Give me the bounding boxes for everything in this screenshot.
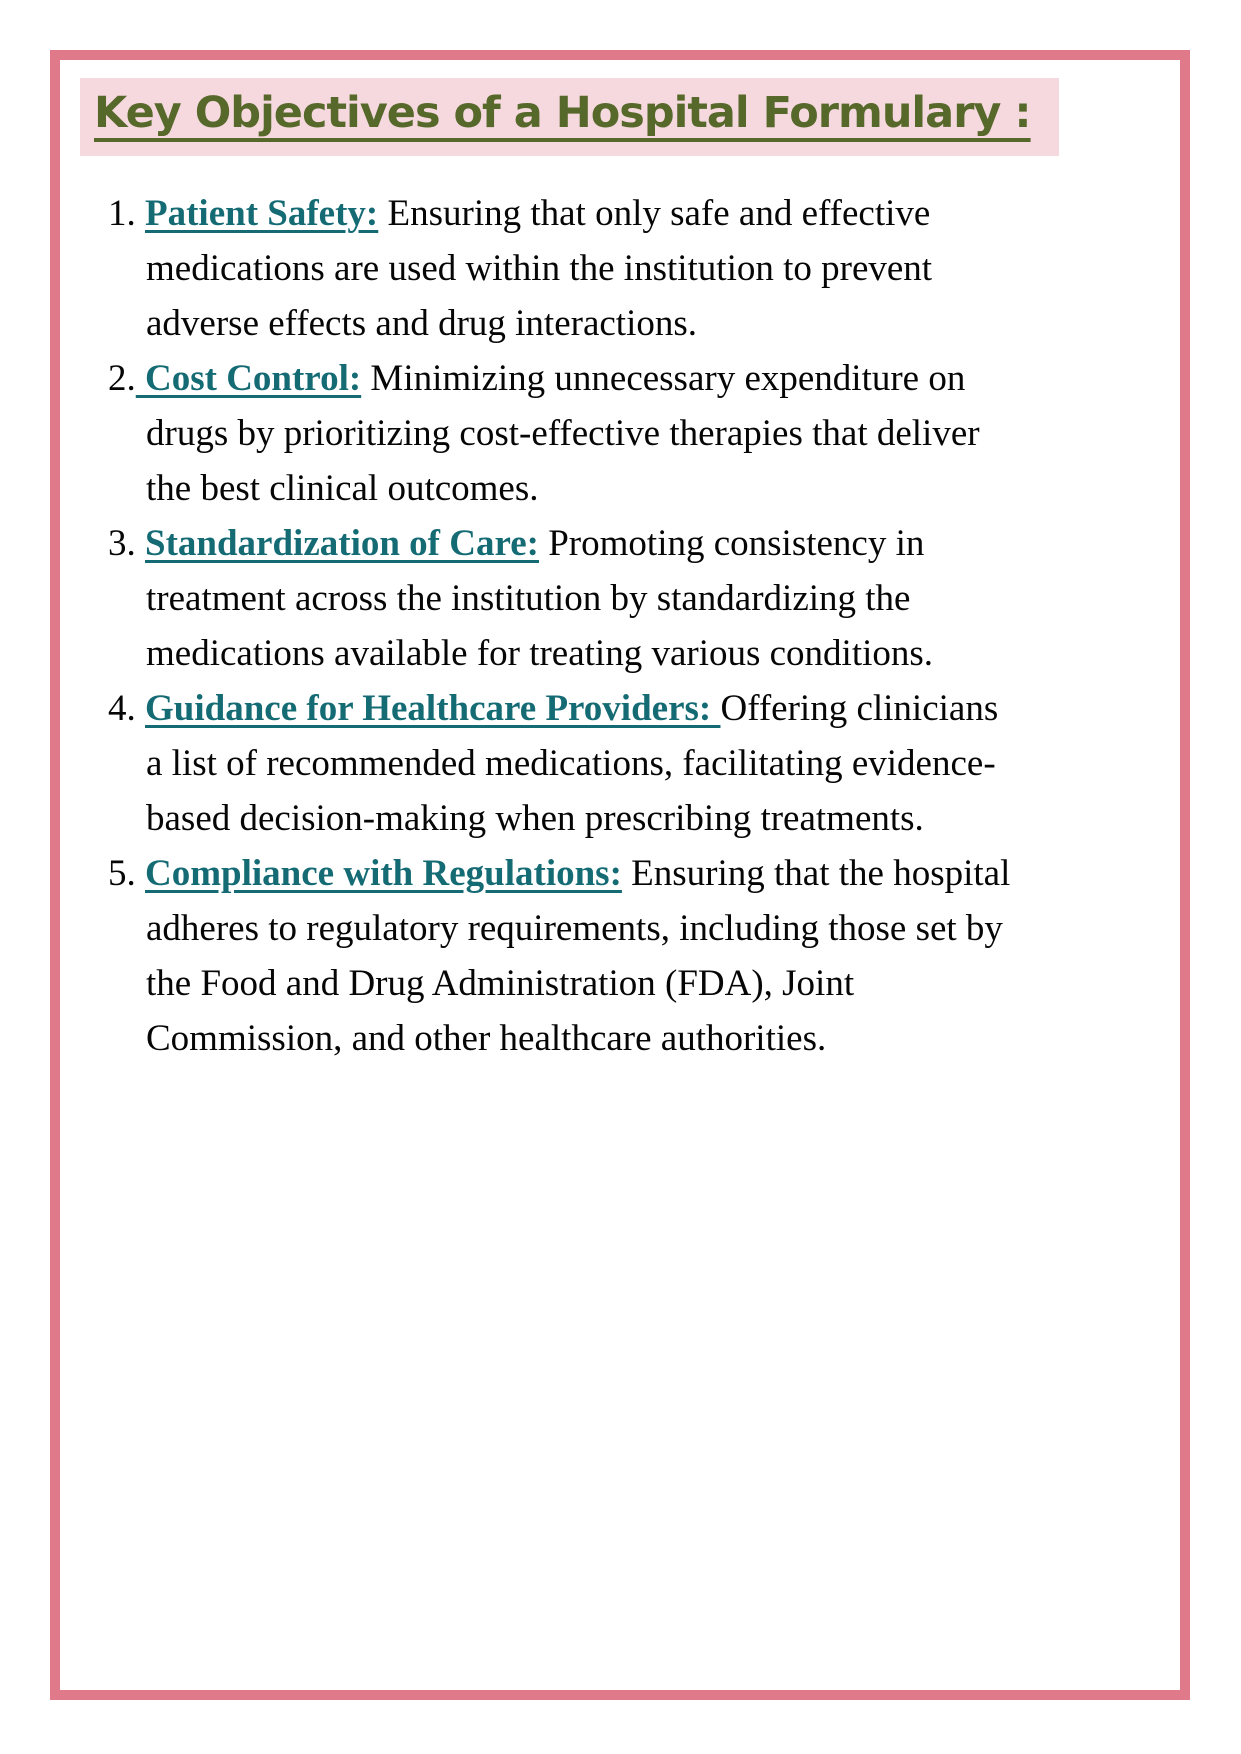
objective-body: Minimizing unnecessary expenditure on drugs by prioritizing cost-effective therapies that deliver the best clinical outcomes. <box>146 358 980 509</box>
objective-heading: Guidance for Healthcare Providers: <box>145 688 721 729</box>
objective-heading: Patient Safety: <box>145 193 379 234</box>
objective-item <box>108 681 1023 846</box>
objective-number: 5. <box>108 853 145 894</box>
page-title-highlight <box>80 78 1059 156</box>
objective-item <box>108 186 1023 351</box>
objective-heading: Cost Control: <box>135 358 362 399</box>
objective-item <box>108 846 1023 1066</box>
page-border-frame <box>50 50 1190 1700</box>
objectives-list <box>108 186 1023 1066</box>
page-title: Key Objectives of a Hospital Formulary : <box>94 88 1031 138</box>
objective-item <box>108 351 1023 516</box>
objective-body: Offering clinicians a list of recommended medications, facilitating evidence-based decision-making when prescribing treatments. <box>146 688 999 839</box>
objective-heading: Compliance with Regulations: <box>145 853 622 894</box>
objective-number: 2. <box>108 358 136 399</box>
objective-heading: Standardization of Care: <box>145 523 539 564</box>
objective-number: 1. <box>108 193 145 234</box>
objective-item <box>108 516 1023 681</box>
objective-body: Ensuring that only safe and effective medications are used within the institution to prevent adverse effects and drug interactions. <box>146 193 933 344</box>
objective-number: 4. <box>108 688 145 729</box>
objective-number: 3. <box>108 523 145 564</box>
objective-body: Ensuring that the hospital adheres to regulatory requirements, including those set by the Food and Drug Administration (FDA), Joint Commission, and other healthcare authorities. <box>146 853 1011 1059</box>
objective-body: Promoting consistency in treatment across the institution by standardizing the medications available for treating various conditions. <box>146 523 934 674</box>
